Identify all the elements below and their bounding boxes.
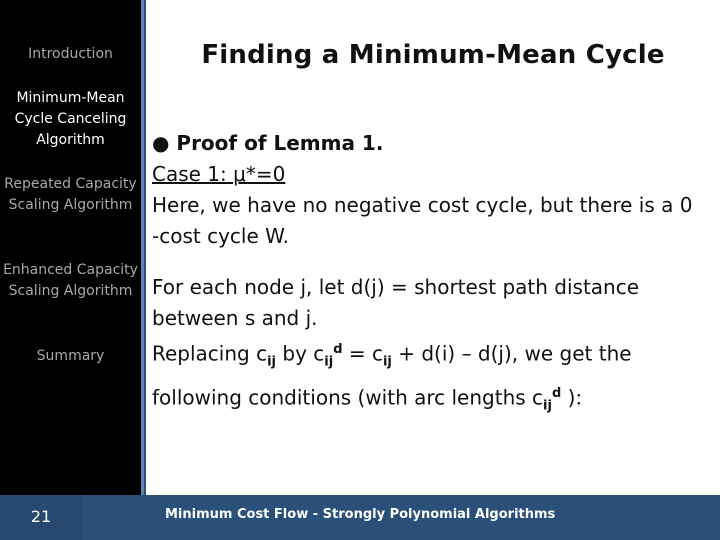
slide-body xyxy=(152,128,718,421)
body-line-6: following conditions (with arc lengths $c_{ij}^d$ ): xyxy=(152,385,583,414)
case-line: Case 1: μ*=0 xyxy=(152,162,286,186)
body-line-3b: -cost cycle W. xyxy=(152,224,289,248)
proof-heading: ● Proof of Lemma 1. xyxy=(152,131,384,155)
body-line-4a: For each node j, let d(j) = shortest path distance xyxy=(152,275,640,299)
body-line-4b: between s and j. xyxy=(152,306,318,330)
footer-title: Minimum Cost Flow - Strongly Polynomial Algorithms xyxy=(165,507,556,522)
slide-title: Finding a Minimum-Mean Cycle xyxy=(201,40,665,70)
sidebar-item-summary[interactable]: Summary xyxy=(36,348,105,364)
slide-content xyxy=(146,0,720,495)
body-line-3a: Here, we have no negative cost cycle, but there is a 0 xyxy=(152,193,693,217)
sidebar-item-repeated-capacity-scaling[interactable]: Repeated Capacity Scaling Algorithm xyxy=(4,176,137,213)
body-replacement-line: Replacing $c_{ij}$ by $c_{ij}^d = c_{ij} + d(i) - d(j)$, we get the xyxy=(152,341,632,370)
page-number: 21 xyxy=(30,507,52,526)
sidebar-nav xyxy=(0,0,144,495)
footer-bar xyxy=(0,495,720,540)
sidebar-item-minimum-mean-cycle-canceling[interactable]: Minimum-Mean Cycle Canceling Algorithm xyxy=(14,90,127,148)
sidebar-item-introduction[interactable]: Introduction xyxy=(28,46,113,62)
sidebar-item-enhanced-capacity-scaling[interactable]: Enhanced Capacity Scaling Algorithm xyxy=(3,262,138,299)
